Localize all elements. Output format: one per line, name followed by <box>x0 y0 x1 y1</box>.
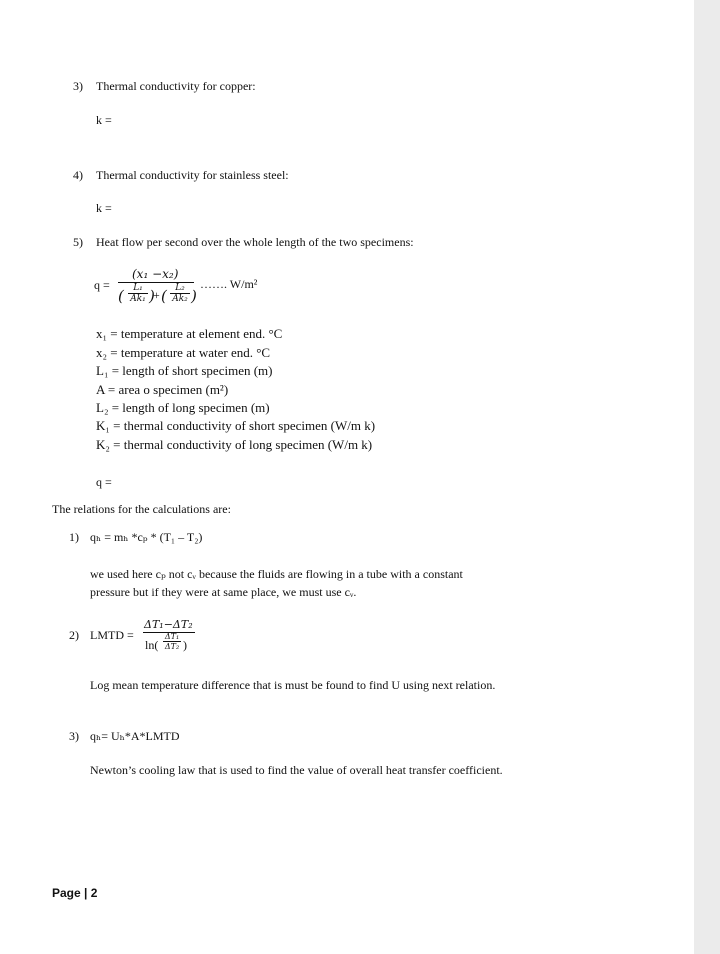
lmtd-close: ) <box>183 638 187 652</box>
definition-item: L₁ = length of short specimen (m) <box>96 363 273 378</box>
lmtd-den-t2: ΔT₂ <box>164 642 180 651</box>
page-number-footer: Page | 2 <box>52 886 98 900</box>
definition-item: K₂ = thermal conductivity of long specimen (W/m k) <box>96 437 373 452</box>
item-copper-heading: Thermal conductivity for copper: <box>96 79 256 93</box>
definition-item: x₂ = temperature at water end. °C <box>96 345 271 360</box>
relation-1-formula: qₕ = mₕ *cₚ * (T₁ – T₂) <box>90 530 203 544</box>
item-number-4: 4) <box>73 168 83 182</box>
relation-number-1: 1) <box>69 530 79 544</box>
relation-number-2: 2) <box>69 628 79 642</box>
q-dots-unit: ……. W/m² <box>200 277 258 291</box>
den-l2: L₂ <box>170 283 190 294</box>
den-plus: + <box>153 288 160 302</box>
lmtd-ln: ln( <box>145 638 159 652</box>
lmtd-lhs: LMTD = <box>90 628 134 642</box>
definition-item: A = area o specimen (m²) <box>96 382 229 397</box>
definition-item: L₂ = length of long specimen (m) <box>96 400 270 415</box>
item-heat-flow-heading: Heat flow per second over the whole length of the two specimens: <box>96 235 414 249</box>
viewer-background-margin <box>694 0 720 954</box>
q-numerator: (x₁ −x₂) <box>132 267 179 281</box>
den-ak1: Ak₁ <box>130 294 146 304</box>
copper-k-equation: k = <box>96 113 112 127</box>
relation-1-note-line2: pressure but if they were at same place, we must use cᵥ. <box>90 585 357 599</box>
relation-1-note-line1: we used here cₚ not cᵥ because the fluids are flowing in a tube with a constant <box>90 567 463 581</box>
relation-3-formula: qₕ= Uₕ*A*LMTD <box>90 729 180 743</box>
definition-item: K₁ = thermal conductivity of short specimen (W/m k) <box>96 418 376 433</box>
steel-k-equation: k = <box>96 201 112 215</box>
relation-3-note: Newton’s cooling law that is used to find the value of overall heat transfer coefficient. <box>90 763 503 777</box>
item-steel-heading: Thermal conductivity for stainless steel: <box>96 168 289 182</box>
den-ak2: Ak₂ <box>172 294 188 304</box>
document-page: 3) Thermal conductivity for copper: k = 4) Thermal conductivity for stainless steel: k = 5) Heat flow per second over the whole length of the two specimens: q = (x₁ −x₂) ( L₁ Ak₁ ) + ( L₂ Ak₂ ) ……. W/m² x₁ = temperature at element end. °C x₂ = temperature at water end. °C L₁ = length of short specimen (m) A = area o specimen (m²) L₂ = length of long specimen (m) K₁ = thermal conductivity of short specimen (W/m k) K₂ = thermal conductivity of long specimen (W/m k) q = The relations for the calculations are: 1) qₕ = mₕ *cₚ * (T₁ – T₂) we used here cₚ not cᵥ because the fluids are flowing in a tube with a constant pressure but if they were at same place, we must use cᵥ. 2) LMTD = ΔT₁−ΔT₂ ln( ΔT₁ ΔT₂ ) Log mean temperature difference that is must be found to find U using next relation. 3) qₕ= Uₕ*A*LMTD Newton’s cooling law that is used to find the value of overall heat transfer coefficient. Page | 2 <box>0 0 694 954</box>
item-number-3: 3) <box>73 79 83 93</box>
item-number-5: 5) <box>73 235 83 249</box>
den-l1: L₁ <box>128 283 148 294</box>
relation-number-3: 3) <box>69 729 79 743</box>
lmtd-den-t1: ΔT₁ <box>164 632 180 641</box>
lmtd-numerator: ΔT₁−ΔT₂ <box>144 618 193 631</box>
q-result: q = <box>96 475 112 489</box>
definition-item: x₁ = temperature at element end. °C <box>96 326 283 341</box>
relation-2-note: Log mean temperature difference that is must be found to find U using next relation. <box>90 678 496 692</box>
q-lhs: q = <box>94 278 110 292</box>
relations-heading: The relations for the calculations are: <box>52 502 231 516</box>
